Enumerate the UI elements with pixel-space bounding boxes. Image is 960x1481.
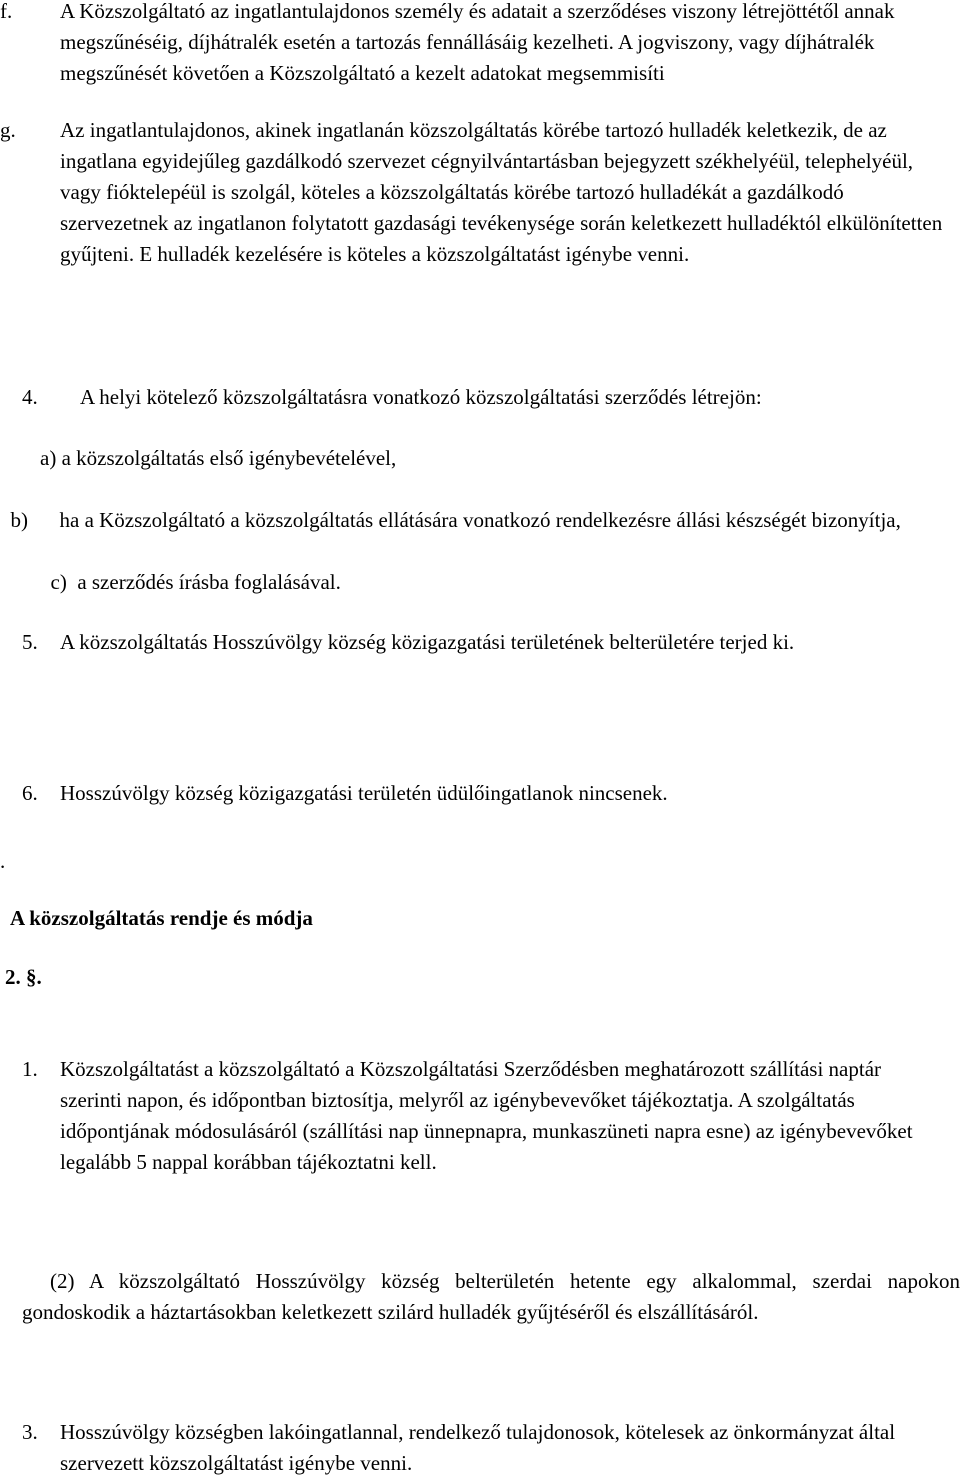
point-text: A közszolgáltatás Hosszúvölgy község közigazgatási területének belterületére terjed ki. [60,630,795,654]
paragraph-2 [22,1266,960,1328]
point-4 [22,382,960,413]
option-text: c) a szerződés írásba foglalásával. [50,570,341,594]
section-heading: A közszolgáltatás rendje és módja [10,906,313,930]
paragraph-text: Közszolgáltatást a közszolgáltató a Közszolgáltatási Szerződésben meghatározott szállítási naptár szerinti napon, és időpontban biztosítja, melyről az igénybevevőket tájékoztatja. A szolgáltatás időpontjának módosulásáról (szállítási nap ünnepnapra, munkaszüneti napra esne) az igénybevevőket legalább 5 nappal korábban tájékoztatni kell. [60,1057,913,1174]
point-label: 4. [22,385,38,409]
paragraph-text: (2) A közszolgáltató Hosszúvölgy község belterületén hetente egy alkalommal, szerdai napokon gondoskodik a háztartásokban keletkezett szilárd hulladék gyűjtéséről és elszállításáról. [22,1269,960,1324]
point-4-option-c [40,536,341,598]
section-number: 2. §. [5,965,42,989]
section-dot: . [0,849,6,873]
point-text: Hosszúvölgy község közigazgatási területén üdülőingatlanok nincsenek. [60,781,668,805]
option-text: b) ha a Közszolgáltató a közszolgáltatás ellátására vonatkozó rendelkezésre állási készségét bizonyítja, [10,508,901,532]
point-text: A helyi kötelező közszolgáltatásra vonatkozó közszolgáltatási szerződés létrejön: [80,385,762,409]
list-item-label: f. [0,0,13,23]
point-4-option-a [40,443,396,474]
point-4-option-b [0,474,960,536]
point-6 [22,778,960,809]
list-item-label: g. [0,118,16,142]
list-item-text: Az ingatlantulajdonos, akinek ingatlanán közszolgáltatás körébe tartozó hulladék keletkezik, de az ingatlana egyidejűleg gazdálkodó szervezet cégnyilvántartásban bejegyzett székhelyéül, telephelyéül, vagy fióktelepéül is szolgál, köteles a közszolgáltatás körébe tartozó hulladékát a gazdálkodó szervezetnek az ingatlanon folytatott gazdasági tevékenysége során keletkezett hulladéktól elkülönítetten gyűjteni. E hulladék kezelésére is köteles a közszolgáltatást igénybe venni. [60,118,943,266]
point-label: 6. [22,781,38,805]
paragraph-1 [22,1054,960,1178]
paragraph-label: 1. [22,1057,38,1081]
list-item-g [0,115,960,270]
paragraph-label: 3. [22,1420,38,1444]
paragraph-3 [22,1417,960,1479]
option-text: a) a közszolgáltatás első igénybevételével, [40,446,397,470]
point-label: 5. [22,630,38,654]
point-5 [22,627,960,658]
list-item-f [0,0,960,89]
list-item-text: A Közszolgáltató az ingatlantulajdonos személy és adatait a szerződéses viszony létrejöttétől annak megszűnéséig, díjhátralék esetén a tartozás fennállásáig kezelheti. A jogviszony, vagy díjhátralék megszűnését követően a Közszolgáltató a kezelt adatokat megsemmisíti [60,0,895,85]
paragraph-text: Hosszúvölgy községben lakóingatlannal, rendelkező tulajdonosok, kötelesek az önkormányzat által szervezett közszolgáltatást igénybe venni. [60,1420,896,1475]
